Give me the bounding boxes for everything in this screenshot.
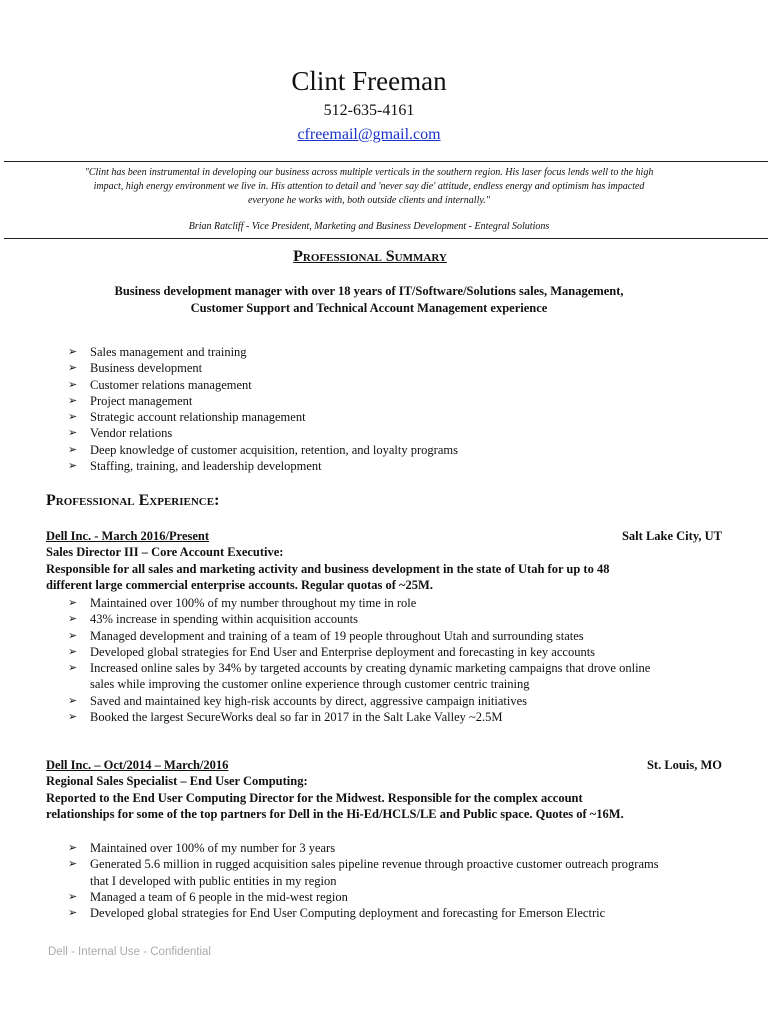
job-company-dates: Dell Inc. – Oct/2014 – March/2016 [46, 758, 229, 772]
job-role: Regional Sales Specialist – End User Computing: [46, 774, 308, 788]
arrow-bullet-icon: ➢ [68, 858, 78, 871]
list-item: ➢ Business development [68, 361, 203, 376]
arrow-bullet-icon: ➢ [68, 842, 78, 854]
list-item: ➢ Managed a team of 6 people in the mid-west region [68, 889, 348, 904]
list-item: ➢ Managed development and training of a team of 19 people throughout Utah and surrounding states [68, 628, 584, 643]
experience-heading: Professional Experience: [46, 492, 220, 509]
job-bullets [68, 595, 668, 725]
job-description: Responsible for all sales and marketing activity and business development in the state of Utah for up to 48 different large commercial enterprise accounts. Regular quotas of ~25M. [46, 562, 610, 592]
list-item: ➢ Developed global strategies for End User and Enterprise deployment and forecasting in key accounts [68, 644, 596, 659]
email-link[interactable]: cfreemail@gmail.com [297, 126, 441, 143]
candidate-name: Clint Freeman [291, 66, 447, 96]
list-item: ➢ Developed global strategies for End User Computing deployment and forecasting for Emerson Electric [68, 906, 606, 921]
job-header [46, 758, 722, 773]
testimonial-quote: "Clint has been instrumental in developing our business across multiple verticals in the southern region. His laser focus lends well to the high impact, high energy environment we live in. His attention to detail and 'never say die' attitude, endless energy and optimism has impacted everyone he works with, both outside clients and internally." [84, 167, 654, 206]
arrow-bullet-icon: ➢ [68, 711, 78, 724]
list-item: ➢ Maintained over 100% of my number for 3 years [68, 841, 336, 855]
arrow-bullet-icon: ➢ [68, 629, 78, 642]
arrow-bullet-icon: ➢ [68, 427, 78, 440]
confidentiality-footer: Dell - Internal Use - Confidential [48, 946, 211, 958]
job-description: Reported to the End User Computing Director for the Midwest. Responsible for the complex account relationships for some of the top partners for Dell in the Hi-Ed/HCLS/LE and Public space. Quotes of ~16M. [46, 791, 624, 821]
job-company-dates: Dell Inc. - March 2016/Present [46, 529, 210, 543]
list-item: ➢ Customer relations management [68, 377, 252, 392]
skills-list [68, 344, 708, 474]
arrow-bullet-icon: ➢ [68, 411, 78, 424]
list-item: ➢ Saved and maintained key high-risk accounts by direct, aggressive campaign initiatives [68, 693, 528, 708]
list-item: ➢ Vendor relations [68, 426, 173, 441]
arrow-bullet-icon: ➢ [68, 378, 78, 391]
testimonial-attribution: Brian Ratcliff - Vice President, Marketing and Business Development - Entegral Solutions [188, 221, 550, 232]
arrow-bullet-icon: ➢ [68, 394, 78, 407]
job-location: Salt Lake City, UT [621, 529, 722, 543]
arrow-bullet-icon: ➢ [68, 890, 78, 903]
arrow-bullet-icon: ➢ [68, 613, 78, 626]
divider-bottom [4, 238, 768, 239]
arrow-bullet-icon: ➢ [68, 645, 78, 658]
job-location: St. Louis, MO [646, 758, 722, 772]
phone-number: 512-635-4161 [323, 102, 415, 119]
arrow-bullet-icon: ➢ [68, 460, 78, 473]
list-item: ➢ Increased online sales by 34% by targeted accounts by creating dynamic marketing campaigns that drove online sales while improving the customer online experience through customer centric training [68, 661, 651, 692]
arrow-bullet-icon: ➢ [68, 597, 78, 609]
job-bullets [68, 840, 678, 921]
arrow-bullet-icon: ➢ [68, 907, 78, 920]
list-item: ➢ Strategic account relationship management [68, 410, 306, 425]
summary-heading: Professional Summary [293, 248, 447, 265]
divider-top [4, 161, 768, 162]
list-item: ➢ Booked the largest SecureWorks deal so far in 2017 in the Salt Lake Valley ~2.5M [68, 710, 503, 725]
list-item: ➢ Staffing, training, and leadership development [68, 459, 322, 474]
arrow-bullet-icon: ➢ [68, 694, 78, 707]
list-item: ➢ Generated 5.6 million in rugged acquisition sales pipeline revenue through proactive customer outreach programs that I developed with public entities in my region [68, 857, 659, 888]
arrow-bullet-icon: ➢ [68, 346, 78, 358]
summary-text: Business development manager with over 18 years of IT/Software/Solutions sales, Management, Customer Support and Technical Account Management experience [114, 284, 624, 315]
list-item: ➢ Maintained over 100% of my number throughout my time in role [68, 596, 417, 610]
list-item: ➢ Project management [68, 393, 193, 408]
list-item: ➢ Sales management and training [68, 345, 247, 359]
job-role: Sales Director III – Core Account Executive: [46, 545, 284, 559]
arrow-bullet-icon: ➢ [68, 443, 78, 456]
job-header [46, 529, 722, 544]
arrow-bullet-icon: ➢ [68, 362, 78, 375]
list-item: ➢ Deep knowledge of customer acquisition, retention, and loyalty programs [68, 442, 458, 457]
arrow-bullet-icon: ➢ [68, 662, 78, 675]
list-item: ➢ 43% increase in spending within acquisition accounts [68, 612, 358, 627]
